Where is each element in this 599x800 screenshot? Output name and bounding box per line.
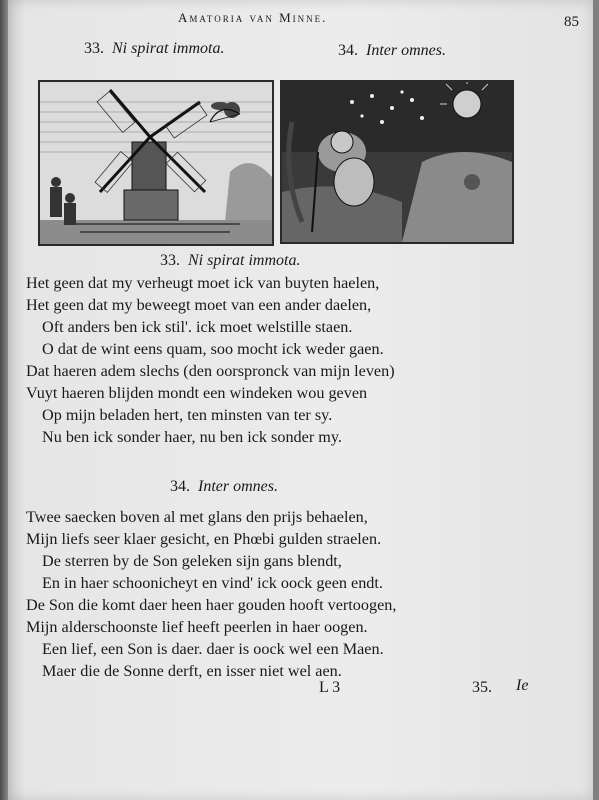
- verse-line: Het geen dat my verheugt moet ick van buyten haelen,: [26, 274, 380, 292]
- verse-line: Het geen dat my beweegt moet van een ander daelen,: [26, 296, 372, 314]
- catchword-number: 35.: [472, 679, 492, 696]
- verse-line: Oft anders ben ick stil'. ick moet welstille staen.: [42, 318, 353, 336]
- verse-line: Nu ben ick sonder haer, nu ben ick sonder my.: [42, 428, 342, 446]
- plate-label-motto: Inter omnes.: [366, 42, 446, 59]
- emblem-motto: Inter omnes.: [198, 478, 278, 495]
- verse-line: Twee saecken boven al met glans den prijs behaelen,: [26, 508, 368, 526]
- cupid-sun-engraving-icon: [282, 82, 512, 242]
- plate-label-number: 34.: [338, 42, 358, 59]
- verse-line: Maer die de Sonne derft, en isser niet wel aen.: [42, 662, 342, 680]
- emblem-number: 33.: [160, 252, 180, 269]
- page-number: 85: [564, 14, 579, 30]
- emblem-heading-34: [170, 478, 278, 496]
- verse-line: Mijn liefs seer klaer gesicht, en Phœbi gulden straelen.: [26, 530, 382, 548]
- emblem-number: 34.: [170, 478, 190, 495]
- verse-line: De sterren by de Son geleken sijn gans blendt,: [42, 552, 342, 570]
- verse-line: Dat haeren adem slechs (den oorspronck van mijn leven): [26, 362, 395, 380]
- windmill-engraving-icon: [40, 82, 272, 244]
- emblem-heading-33: [160, 252, 300, 270]
- signature-mark: L 3: [319, 679, 341, 696]
- plate-label-motto: Ni spirat immota.: [112, 40, 225, 57]
- catchword: Ie: [516, 677, 529, 694]
- verse-line: Vuyt haeren blijden mondt een windeken wou geven: [26, 384, 368, 402]
- verse-line: O dat de wint eens quam, soo mocht ick weder gaen.: [42, 340, 384, 358]
- verse-line: Op mijn beladen hert, ten minsten van ter sy.: [42, 406, 333, 424]
- verse-line: Mijn alderschoonste lief heeft peerlen in haer oogen.: [26, 618, 368, 636]
- emblem-plate-cupid-sun: [280, 80, 514, 244]
- plate-label-34: [338, 42, 446, 60]
- book-page: [8, 0, 593, 800]
- plate-label-33: [84, 40, 224, 58]
- emblem-motto: Ni spirat immota.: [188, 252, 301, 269]
- emblem-plate-windmill: [38, 80, 274, 246]
- verse-line: Een lief, een Son is daer. daer is oock wel een Maen.: [42, 640, 384, 658]
- plate-label-number: 33.: [84, 40, 104, 57]
- running-title: Amatoria van Minne.: [178, 10, 328, 25]
- verse-line: En in haer schoonicheyt en vind' ick oock geen endt.: [42, 574, 383, 592]
- book-spine-shadow: [0, 0, 8, 800]
- verse-line: De Son die komt daer heen haer gouden hooft vertoogen,: [26, 596, 397, 614]
